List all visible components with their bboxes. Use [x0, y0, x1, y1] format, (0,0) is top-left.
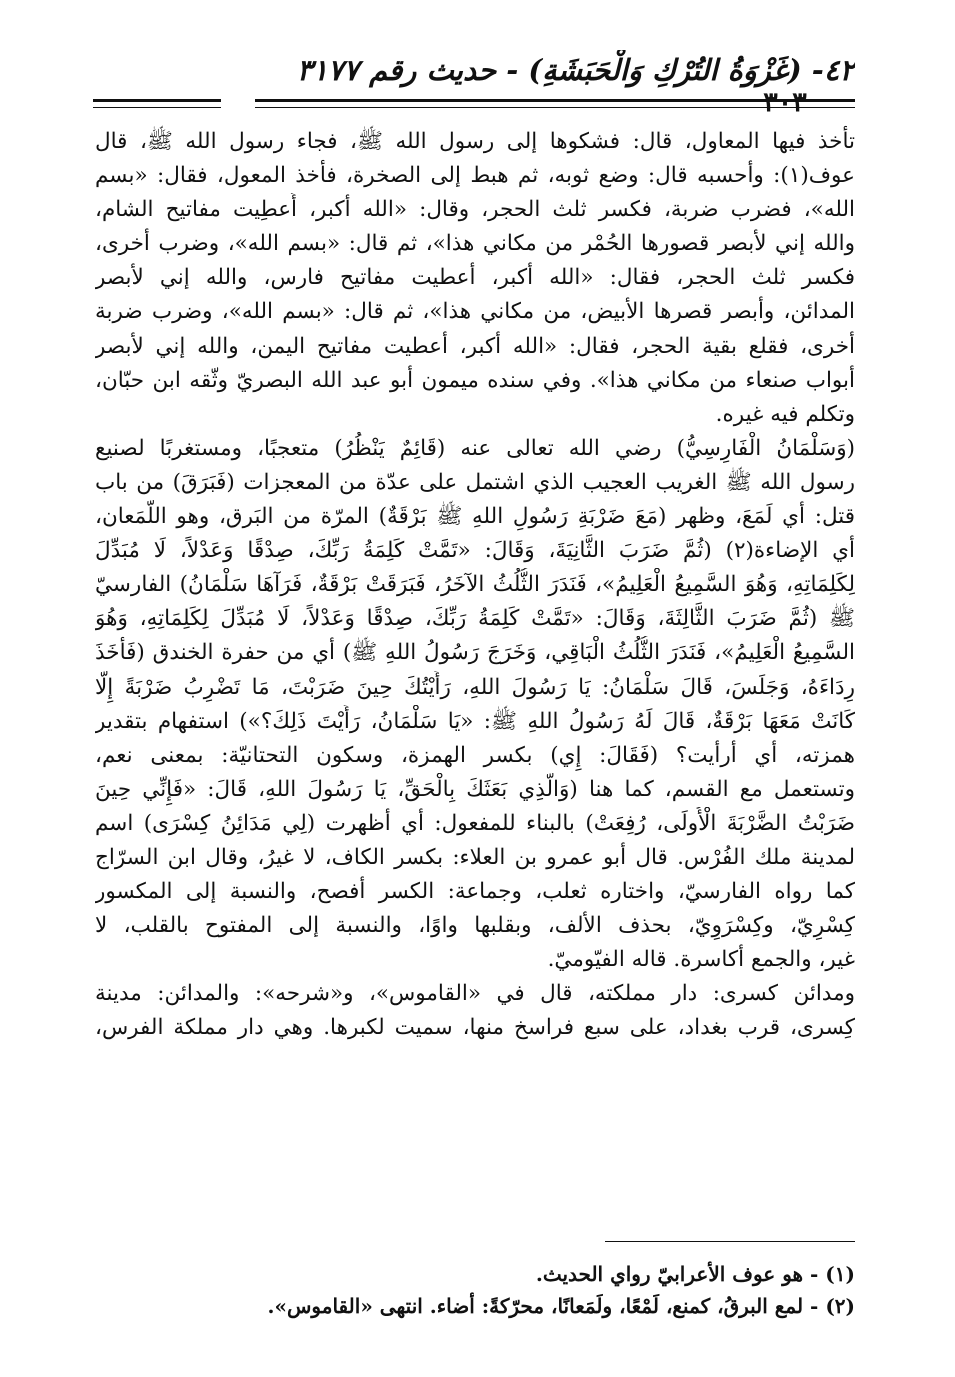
text-line: رِدَاءَهُ، وَجَلَسَ، قَالَ سَلْمَانُ: يَا رَسُولَ اللهِ، رَأَيْتُكَ حِينَ ضَرَبْتَ، مَا تَضْرِبُ ضَرْبَةً إِلَّا	[95, 674, 855, 700]
text-line: (وَسَلْمَانُ الْفَارِسِيُّ) رضي الله تعالى عنه (قَائِمٌ يَنْظُرُ) متعجبًا، ومستغربًا لصنيع	[95, 435, 855, 461]
text-line: المدائن، وأبصر قصرها الأبيض، من مكاني هذا»، ثم قال: «بسم الله»، وضرب ضربة	[95, 299, 855, 325]
text-line: أخرى، فقلع بقية الحجر، فقال: «الله أكبر، أعطيت مفاتيح اليمن، والله إني لأبصر	[95, 333, 855, 359]
text-line: عوف(١): وأحسبه قال: وضع ثوبه، ثم هبط إلى الصخرة، فأخذ المعول، فقال: «بسم	[95, 163, 855, 189]
text-line: والله إني لأبصر قصورها الحُمْر من مكاني هذا»، ثم قال: «بسم الله»، وضرب أخرى،	[95, 231, 855, 257]
text-line: همزته، أي أرأيت؟ (فَقَالَ: إِي) بكسر الهمزة، وسكون التحتانيّة: بمعنى نعم،	[95, 742, 855, 768]
text-line: رسول الله ﷺ الغريب العجيب الذي اشتمل على عدّة من المعجزات (فَبَرَقَ) من باب	[95, 469, 855, 495]
header-rule	[255, 99, 855, 108]
text-line: فكسر ثلث الحجر، فقال: «الله أكبر، أعطيت مفاتيح فارس، والله إني لأبصر	[95, 265, 855, 291]
running-header-title: ٤٢- (غَزْوَةُ التُرْكِ وَالْحَبَشَةِ) - حديث رقم ٣١٧٧	[296, 53, 855, 87]
text-line: تأخذ فيها المعاول، قال: فشكوها إلى رسول الله ﷺ، فجاء رسول الله ﷺ، قال	[95, 129, 855, 154]
page-number-rule	[93, 99, 221, 108]
text-line: ومدائن كسرى: دار مملكته، قال في «القاموس»، و«شرحه»: والمدائن: مدينة	[95, 981, 855, 1007]
footnote-2: (٢) - لمع البرقُ، كمنع، لَمْعًا، ولَمَعانًا، محرّكةً: أضاء. انتهى «القاموس».	[267, 1294, 855, 1318]
text-line: ضَرَبْتُ الضَّرْبَةَ الْأُولَى، رُفِعَتْ) بالبناء للمفعول: أي أظهرت (لِي مَدَائِنُ كِسْرَى) اسم	[95, 810, 855, 836]
footnotes	[95, 1258, 855, 1322]
text-line: أبواب صنعاء من مكاني هذا». وفي سنده ميمون أبو عبد الله البصريّ وثّقه ابن حبّان،	[95, 367, 855, 393]
text-line: لِكَلِمَاتِهِ، وَهُوَ السَّمِيعُ الْعَلِيمُ»، فَنَدَرَ الثُّلُثُ الآخَرُ، فَبَرَقَتْ بَرْقَةٌ، فَرَآهَا سَلْمَانُ) الفارسيّ	[95, 572, 855, 598]
text-line: كِسرى، قرب بغداد، على سبع فراسخ منها، سميت لكبرها. وهي دار مملكة الفرس،	[95, 1015, 855, 1041]
page-number: ٣٠٣	[763, 87, 807, 118]
text-line: كِسْرِيّ، وكِسْرَوِيّ، بحذف الألف، وبقلبها واوًا، والنسبة إلى المفتوح بالقلب، لا	[95, 913, 855, 939]
text-line: وتكلم فيه غيره.	[715, 401, 855, 427]
footnote-separator	[605, 1241, 855, 1242]
text-line: الله»، فضرب ضربة، فكسر ثلث الحجر، وقال: «الله أكبر، أُعطِيت مفاتيح الشام،	[95, 197, 855, 223]
text-line: وتستعمل مع القسم، كما هنا (وَالَّذِي بَعَثَكَ بِالْحَقِّ، يَا رَسُولَ اللهِ، قَالَ: «فَإِنِّي حِينَ	[95, 776, 855, 802]
text-line: أي الإضاءة(٢) (ثُمَّ ضَرَبَ الثَّانِيَةَ، وَقَالَ: «تَمَّتْ كَلِمَةُ رَبِّكَ، صِدْقًا وَعَدْلاً، لَا مُبَدِّلَ	[95, 538, 855, 564]
main-text	[95, 125, 855, 1046]
text-line: لمدينة ملك الفُرْس. قال أبو عمرو بن العلاء: بكسر الكاف، لا غيرُ، وقال ابن السرّاج	[95, 844, 855, 870]
text-line: ﷺ (ثُمَّ ضَرَبَ الثَّالِثَةَ، وَقَالَ: «تَمَّتْ كَلِمَةُ رَبِّكَ، صِدْقًا وَعَدْلاً، لَا مُبَدِّلَ لِكَلِمَاتِهِ، وَهُوَ	[95, 606, 855, 632]
text-line: قتل: أي لَمَعَ، وظهر (مَعَ ضَرْبَةِ رَسُولِ اللهِ ﷺ بَرْقَةٌ) المرّة من البَرق، وهو اللَّمَعان،	[95, 504, 855, 530]
footnote-1: (١) - هو عوف الأعرابيّ رواي الحديث.	[535, 1262, 855, 1286]
text-line: السَّمِيعُ الْعَلِيمُ»، فَنَدَرَ الثُّلُثُ الْبَاقِي، وَخَرَجَ رَسُولُ اللهِ ﷺ) أي من حفرة الخندق (فَأَخَذَ	[95, 640, 855, 666]
text-line: كما رواه الفارسيّ، واختاره ثعلب، وجماعة: الكسر أفصح، والنسبة إلى المكسور	[95, 879, 855, 905]
text-line: كَانَتْ مَعَهَا بَرْقَةٌ، قَالَ لَهُ رَسُولُ اللهِ ﷺ: «يَا سَلْمَانُ، رَأَيْتَ ذَلِكَ؟») استفهام بتقدير	[95, 708, 855, 734]
text-line: غير، والجمع أكاسرة. قاله الفيّوميّ.	[547, 947, 855, 973]
